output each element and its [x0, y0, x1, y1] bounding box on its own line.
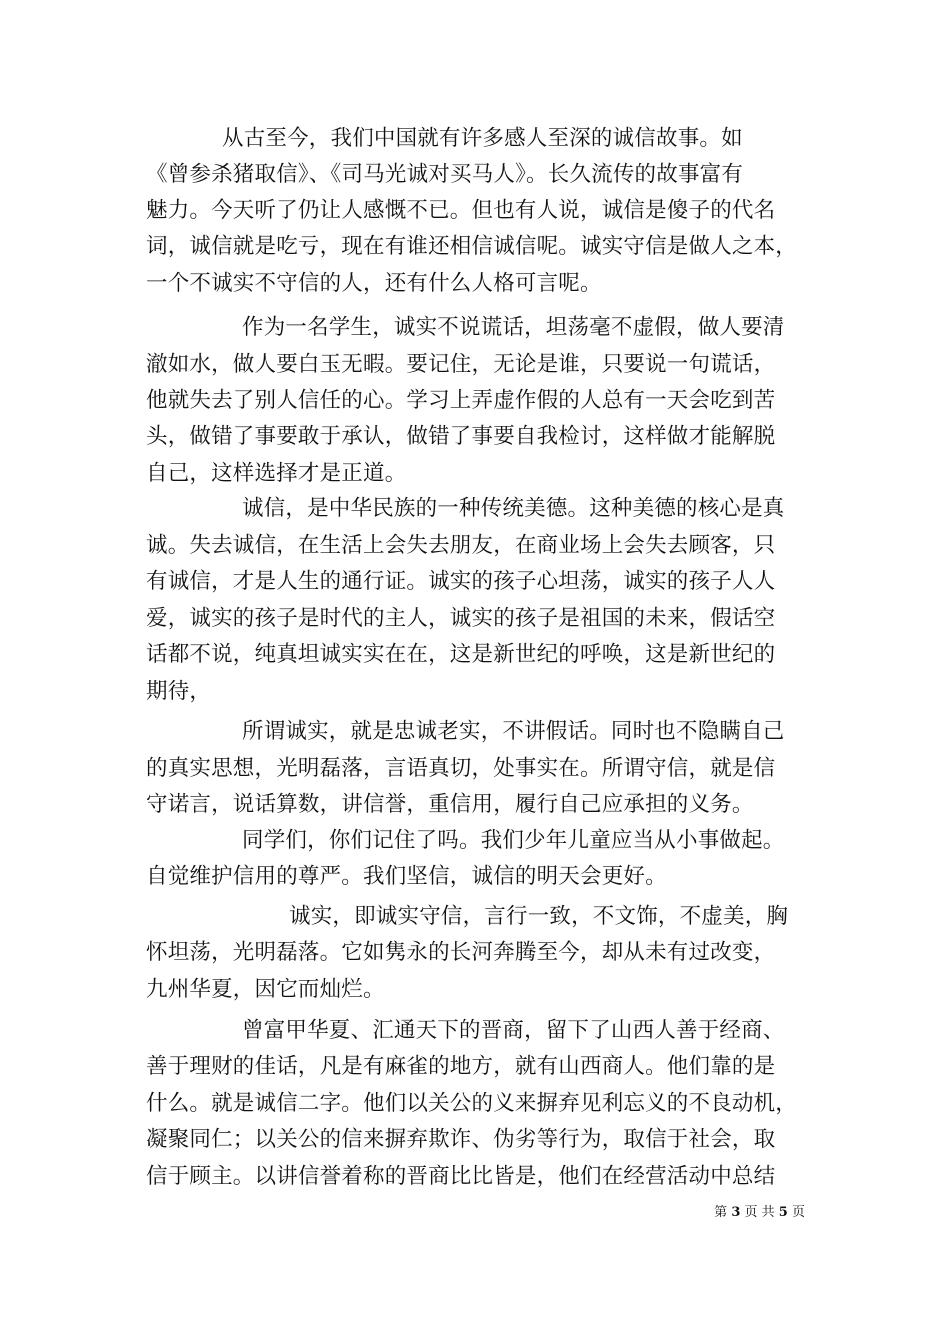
- paragraph-line: 怀坦荡，光明磊落。它如隽永的长河奔腾至今，却从未有过改变，: [146, 940, 776, 965]
- paragraph-line: 魅力。今天听了仍让人感慨不已。但也有人说，诚信是傻子的代名: [146, 198, 776, 223]
- paragraph-line: 诚实，即诚实守信，言行一致，不文饰，不虚美，胸: [289, 904, 789, 929]
- paragraph-line: 有诚信，才是人生的通行证。诚实的孩子心坦荡，诚实的孩子人人: [146, 569, 776, 594]
- paragraph-line: 九州华夏，因它而灿烂。: [146, 977, 385, 1002]
- paragraph-line: 自觉维护信用的尊严。我们坚信，诚信的明天会更好。: [146, 864, 667, 889]
- paragraph-line: 词，诚信就是吃亏，现在有谁还相信诚信呢。诚实守信是做人之本，: [146, 234, 798, 259]
- paragraph-line: 同学们，你们记住了吗。我们少年儿童应当从小事做起。: [242, 828, 785, 853]
- paragraph-line: 话都不说，纯真坦诚实实在在，这是新世纪的呼唤，这是新世纪的: [146, 642, 776, 667]
- paragraph-line: 曾富甲华夏、汇通天下的晋商，留下了山西人善于经商、: [242, 1018, 785, 1043]
- paragraph-line: 他就失去了别人信任的心。学习上弄虚作假的人总有一天会吃到苦: [146, 388, 776, 413]
- paragraph-line: 自己，这样选择才是正道。: [146, 461, 407, 486]
- paragraph-line: 爱，诚实的孩子是时代的主人，诚实的孩子是祖国的未来，假话空: [146, 606, 776, 631]
- paragraph-line: 澈如水，做人要白玉无暇。要记住，无论是谁，只要说一句谎话，: [146, 352, 776, 377]
- current-page-number: 3: [731, 1205, 741, 1220]
- paragraph-line: 头，做错了事要敢于承认，做错了事要自我检讨，这样做才能解脱: [146, 424, 776, 449]
- paragraph-line: 从古至今，我们中国就有许多感人至深的诚信故事。如: [222, 126, 743, 151]
- page-number-footer: [714, 1205, 805, 1221]
- paragraph-line: 善于理财的佳话，凡是有麻雀的地方，就有山西商人。他们靠的是: [146, 1054, 776, 1079]
- total-pages-number: 5: [778, 1205, 788, 1220]
- paragraph-line: 凝聚同仁；以关公的信来摒弃欺诈、伪劣等行为，取信于社会，取: [146, 1127, 776, 1152]
- paragraph-line: 所谓诚实，就是忠诚老实，不讲假话。同时也不隐瞒自己: [242, 719, 785, 744]
- paragraph-line: 诚信，是中华民族的一种传统美德。这种美德的核心是真: [242, 496, 785, 521]
- paragraph-line: 作为一名学生，诚实不说谎话，坦荡毫不虚假，做人要清: [242, 315, 785, 340]
- paragraph-line: 信于顾主。以讲信誉着称的晋商比比皆是，他们在经营活动中总结: [146, 1164, 776, 1189]
- paragraph-line: 一个不诚实不守信的人，还有什么人格可言呢。: [146, 271, 602, 296]
- paragraph-line: 《曾参杀猪取信》、《司马光诚对买马人》。长久流传的故事富有: [146, 162, 744, 187]
- footer-prefix: 第: [714, 1205, 728, 1220]
- paragraph-line: 诚。失去诚信，在生活上会失去朋友，在商业场上会失去顾客，只: [146, 533, 776, 558]
- footer-middle: 页 共: [744, 1205, 775, 1220]
- footer-suffix: 页: [791, 1205, 805, 1220]
- paragraph-line: 的真实思想，光明磊落，言语真切，处事实在。所谓守信，就是信: [146, 756, 776, 781]
- paragraph-line: 什么。就是诚信二字。他们以关公的义来摒弃见利忘义的不良动机，: [146, 1091, 798, 1116]
- paragraph-line: 守诺言，说话算数，讲信誉，重信用，履行自己应承担的义务。: [146, 792, 754, 817]
- paragraph-line: 期待，: [146, 679, 212, 704]
